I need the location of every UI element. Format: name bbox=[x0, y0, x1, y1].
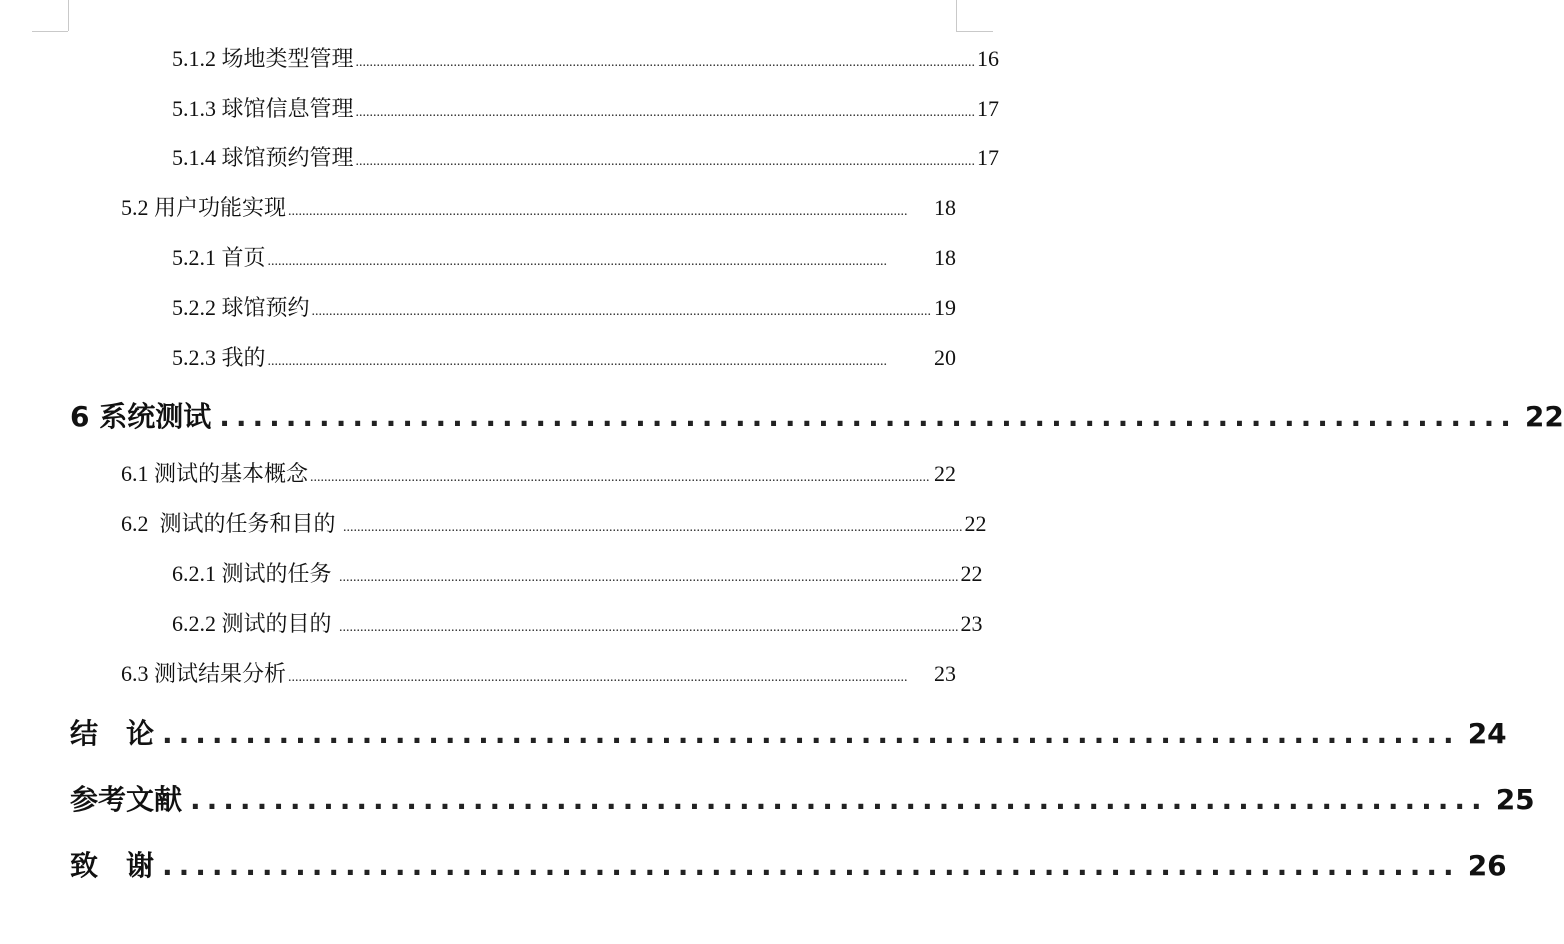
toc-entry-label: 5.1.2 场地类型管理 bbox=[172, 46, 354, 71]
toc-dot-leader: ................................................................................................................................................................................. bbox=[339, 620, 959, 635]
toc-dot-leader: ................................................................................................................................................................................. bbox=[355, 154, 976, 169]
toc-entry-label: 6.1 测试的基本概念 bbox=[121, 461, 309, 486]
toc-dot-leader: ................................................................................................................................................................................. bbox=[343, 520, 963, 535]
toc-entry-label: 6 系统测试 bbox=[70, 400, 212, 433]
toc-entry-page: 18 bbox=[934, 245, 956, 270]
toc-entry-chapter-6[interactable] bbox=[70, 395, 1564, 435]
toc-entry-label: 6.2.1 测试的任务 bbox=[172, 561, 338, 586]
toc-entry-references[interactable] bbox=[70, 778, 1535, 818]
toc-entry-page: 22 bbox=[934, 461, 956, 486]
toc-entry-6-1[interactable] bbox=[121, 457, 956, 487]
toc-entry-5-1-4[interactable] bbox=[172, 141, 1000, 171]
toc-dot-leader: ................................................................................................................................................................................. bbox=[311, 304, 932, 319]
toc-entry-page: 20 bbox=[934, 345, 956, 370]
crop-mark-top-right-vertical bbox=[956, 0, 957, 31]
toc-entry-page: 26 bbox=[1467, 849, 1507, 882]
toc-entry-page: 19 bbox=[934, 295, 956, 320]
toc-entry-conclusion[interactable] bbox=[70, 712, 1507, 752]
toc-entry-label: 6.2.2 测试的目的 bbox=[172, 611, 338, 636]
toc-entry-label: 参考文献 bbox=[70, 783, 183, 816]
crop-mark-top-right-horizontal bbox=[956, 31, 993, 32]
toc-entry-5-2-3[interactable] bbox=[172, 341, 956, 371]
toc-entry-5-2-1[interactable] bbox=[172, 241, 956, 271]
toc-entry-6-2[interactable] bbox=[121, 507, 987, 537]
toc-entry-6-2-1[interactable] bbox=[172, 557, 983, 587]
toc-entry-page: 23 bbox=[934, 661, 956, 686]
toc-entry-page: 17 bbox=[977, 145, 1000, 170]
toc-entry-page: 22 bbox=[1524, 400, 1564, 433]
toc-entry-label: 5.2 用户功能实现 bbox=[121, 195, 287, 220]
crop-mark-top-left-vertical bbox=[68, 0, 69, 31]
toc-entry-label: 结 论 bbox=[70, 717, 155, 750]
toc-entry-page: 22 bbox=[964, 511, 987, 536]
toc-entry-label: 5.1.4 球馆预约管理 bbox=[172, 145, 354, 170]
toc-entry-page: 23 bbox=[960, 611, 983, 636]
toc-entry-6-3[interactable] bbox=[121, 657, 956, 687]
toc-entry-5-2[interactable] bbox=[121, 191, 956, 221]
toc-dot-leader: .............................................................................. bbox=[162, 849, 1460, 882]
toc-entry-acknowledgements[interactable] bbox=[70, 844, 1507, 884]
toc-entry-page: 18 bbox=[934, 195, 956, 220]
toc-entry-label: 5.2.2 球馆预约 bbox=[172, 295, 310, 320]
toc-dot-leader: ................................................................................................................................................................................. bbox=[355, 55, 976, 70]
toc-entry-5-2-2[interactable] bbox=[172, 291, 956, 321]
toc-entry-6-2-2[interactable] bbox=[172, 607, 983, 637]
toc-entry-label: 6.3 测试结果分析 bbox=[121, 661, 287, 686]
toc-dot-leader: ................................................................................................................................................................................. bbox=[355, 105, 976, 120]
toc-entry-page: 22 bbox=[960, 561, 983, 586]
toc-dot-leader: ................................................................................................................................................................................. bbox=[267, 254, 888, 269]
toc-entry-label: 6.2 测试的任务和目的 bbox=[121, 511, 342, 536]
toc-dot-leader: ................................................................................................................................................................................. bbox=[288, 670, 908, 685]
toc-dot-leader: .............................................................................. bbox=[219, 400, 1517, 433]
toc-entry-page: 25 bbox=[1495, 783, 1535, 816]
toc-dot-leader: .............................................................................. bbox=[190, 783, 1488, 816]
toc-dot-leader: ................................................................................................................................................................................. bbox=[267, 354, 888, 369]
toc-entry-label: 致 谢 bbox=[70, 849, 155, 882]
crop-mark-top-left-horizontal bbox=[32, 31, 68, 32]
toc-entry-label: 5.2.1 首页 bbox=[172, 245, 266, 270]
toc-entry-5-1-2[interactable] bbox=[172, 42, 1000, 72]
toc-dot-leader: ................................................................................................................................................................................. bbox=[310, 470, 930, 485]
toc-dot-leader: ................................................................................................................................................................................. bbox=[288, 204, 908, 219]
toc-entry-label: 5.2.3 我的 bbox=[172, 345, 266, 370]
toc-dot-leader: .............................................................................. bbox=[162, 717, 1460, 750]
toc-entry-5-1-3[interactable] bbox=[172, 92, 1000, 122]
toc-entry-page: 16 bbox=[977, 46, 1000, 71]
toc-entry-page: 17 bbox=[977, 96, 1000, 121]
toc-entry-page: 24 bbox=[1467, 717, 1507, 750]
toc-dot-leader: ................................................................................................................................................................................. bbox=[339, 570, 959, 585]
toc-entry-label: 5.1.3 球馆信息管理 bbox=[172, 96, 354, 121]
